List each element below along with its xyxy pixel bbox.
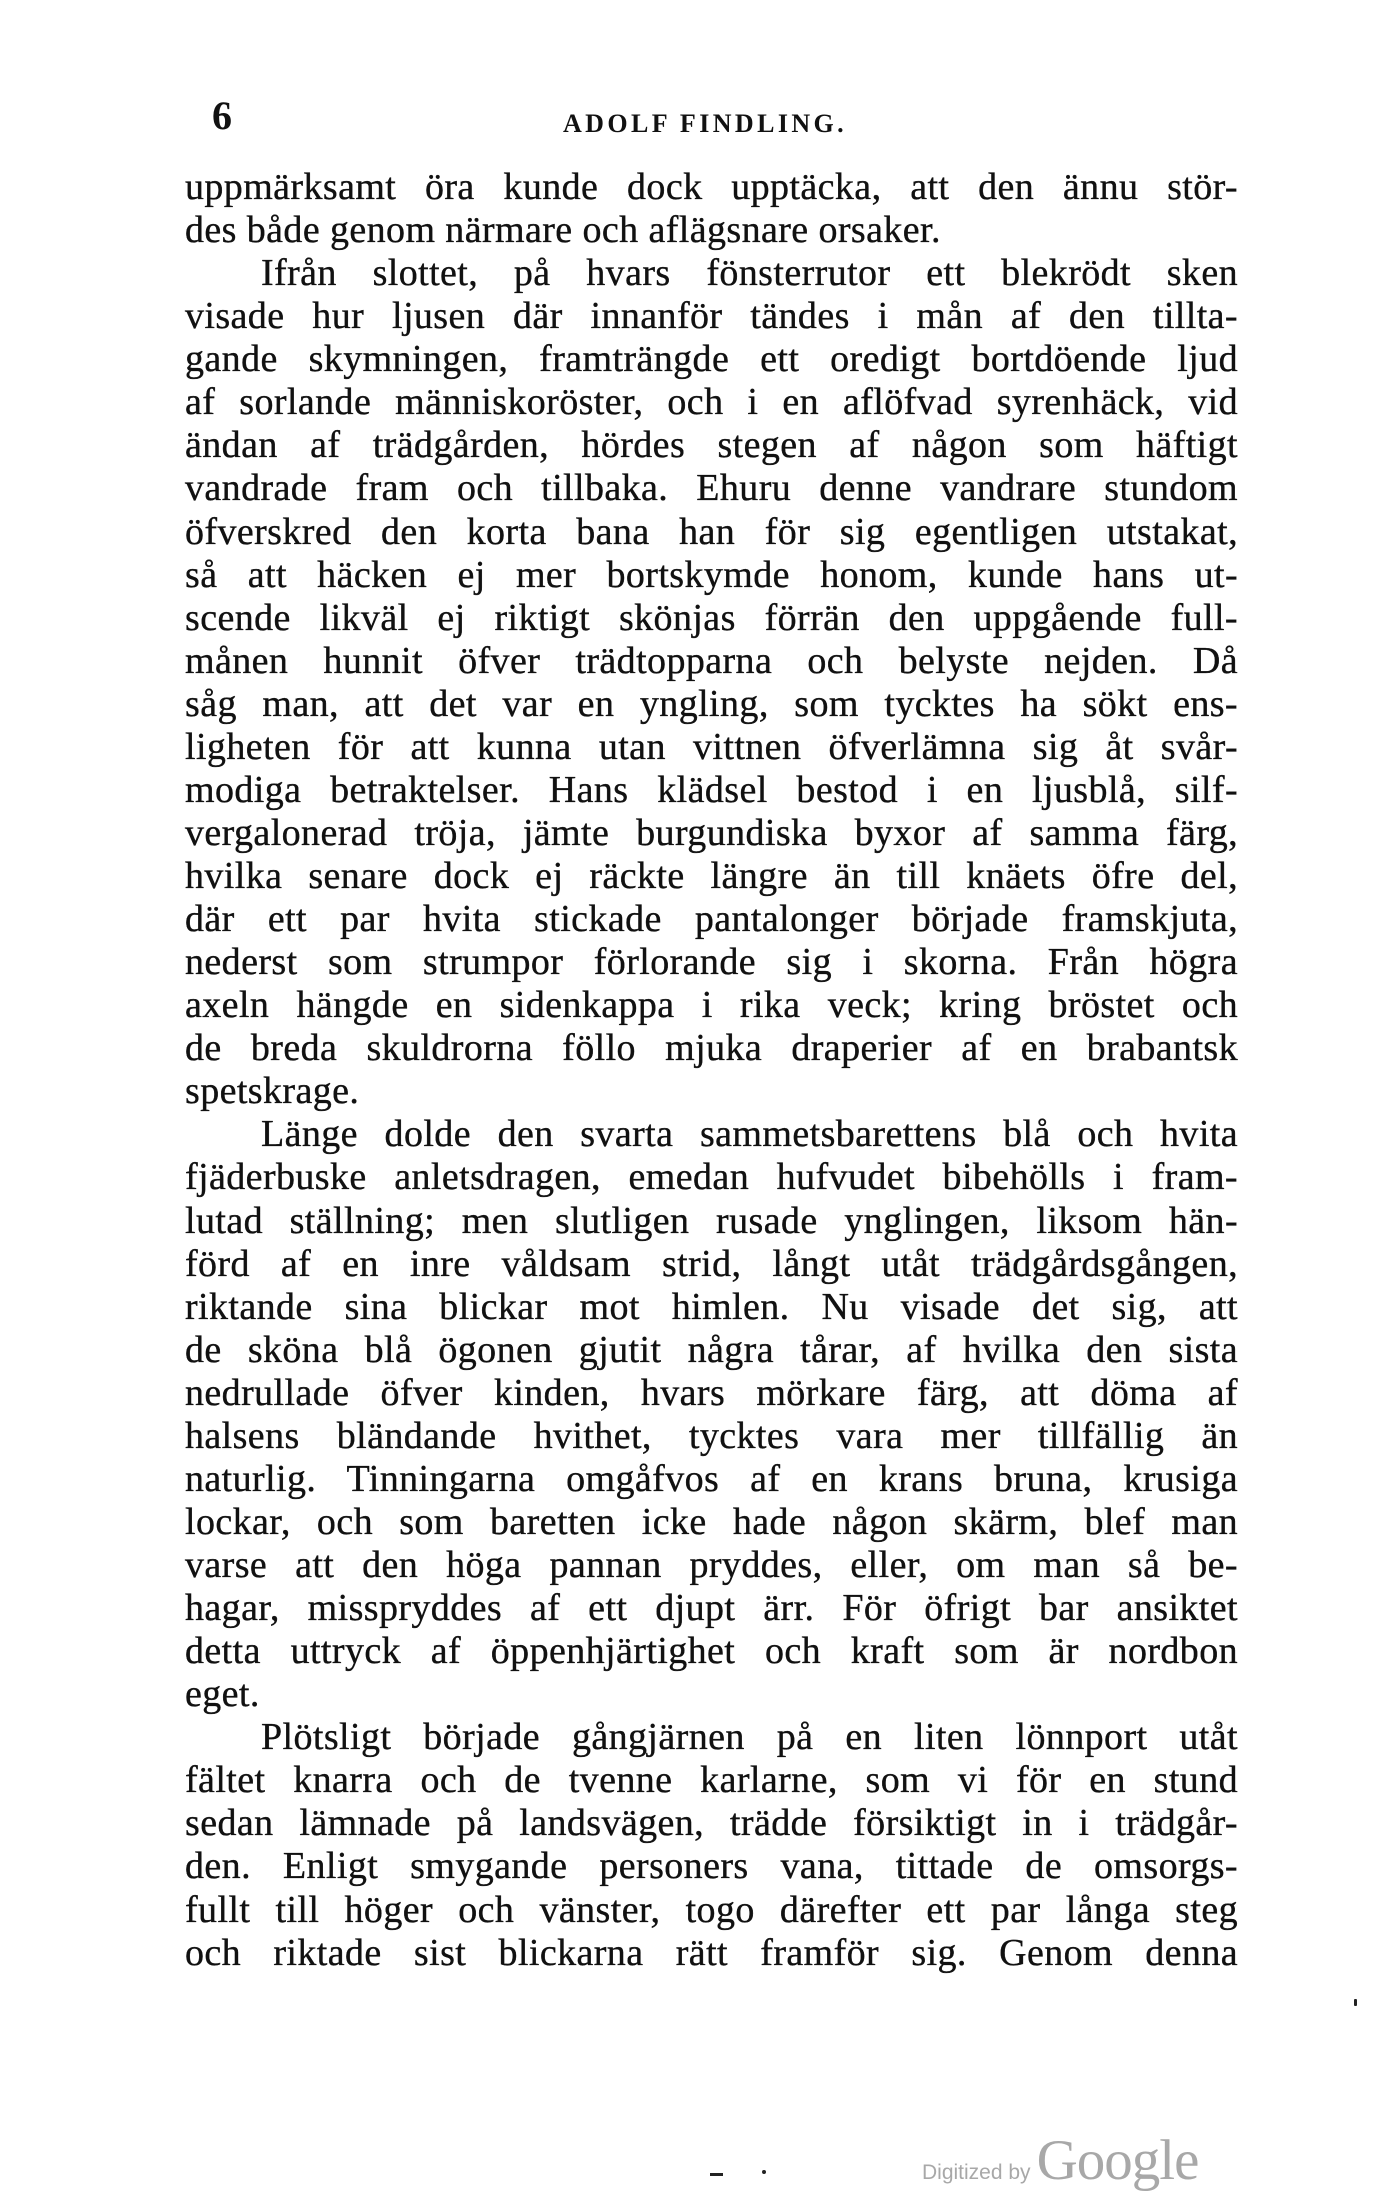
paragraph — [185, 252, 1238, 1113]
text-line: såg man, att det var en yngling, som tycktes ha sökt ens- — [185, 682, 1238, 725]
text-line: des både genom närmare och aflägsnare orsaker. — [185, 209, 941, 252]
text-line: naturlig. Tinningarna omgåfvos af en krans bruna, krusiga — [185, 1457, 1238, 1500]
paragraph — [185, 166, 1238, 252]
paragraph — [185, 1113, 1238, 1716]
text-line: nedrullade öfver kinden, hvars mörkare färg, att döma af — [185, 1371, 1238, 1414]
text-line: så att häcken ej mer bortskymde honom, kunde hans ut- — [185, 553, 1238, 596]
body-text — [185, 166, 1238, 1975]
text-line: där ett par hvita stickade pantalonger började framskjuta, — [185, 898, 1238, 941]
scan-speck — [1354, 1999, 1357, 2006]
text-line: de sköna blå ögonen gjutit några tårar, af hvilka den sista — [185, 1328, 1238, 1371]
text-line: sedan lämnade på landsvägen, trädde försiktigt in i trädgår- — [185, 1802, 1238, 1845]
text-line: förd af en inre våldsam strid, långt utåt trädgårdsgången, — [185, 1242, 1238, 1285]
text-line: hagar, misspryddes af ett djupt ärr. För öfrigt bar ansiktet — [185, 1587, 1238, 1630]
paragraph — [185, 1716, 1238, 1974]
text-line: hvilka senare dock ej räckte längre än till knäets öfre del, — [185, 855, 1238, 897]
text-line: vandrade fram och tillbaka. Ehuru denne vandrare stundom — [185, 467, 1238, 510]
text-line: fullt till höger och vänster, togo därefter ett par långa steg — [185, 1888, 1238, 1931]
text-line: axeln hängde en sidenkappa i rika veck; kring bröstet och — [185, 984, 1238, 1027]
scan-speck — [762, 2170, 766, 2174]
text-line: de breda skuldrorna föllo mjuka draperier af en brabantsk — [185, 1027, 1238, 1070]
text-line: och riktade sist blickarna rätt framför sig. Genom denna — [185, 1931, 1238, 1974]
text-line: Länge dolde den svarta sammetsbarettens blå och hvita — [261, 1113, 1238, 1156]
text-line: gande skymningen, framträngde ett oredigt bortdöende ljud — [185, 338, 1238, 381]
text-line: visade hur ljusen där innanför tändes i mån af den tillta- — [185, 295, 1238, 338]
google-logo: Google — [1036, 2129, 1199, 2192]
text-line: nederst som strumpor förlorande sig i skorna. Från högra — [185, 941, 1238, 984]
text-line: scende likväl ej riktigt skönjas förrän den uppgående full- — [185, 596, 1238, 639]
text-line: riktande sina blickar mot himlen. Nu visade det sig, att — [185, 1285, 1238, 1328]
text-line: lockar, och som baretten icke hade någon skärm, blef man — [185, 1500, 1238, 1543]
text-line: spetskrage. — [185, 1070, 360, 1113]
text-line: Plötsligt började gångjärnen på en liten lönnport utåt — [261, 1716, 1238, 1759]
text-line: eget. — [185, 1673, 260, 1716]
text-line: modiga betraktelser. Hans klädsel bestod i en ljusblå, silf- — [185, 768, 1238, 811]
digitized-by-google-watermark — [922, 2129, 1199, 2192]
digitized-by-label: Digitized by — [922, 2161, 1031, 2184]
scan-speck — [710, 2173, 723, 2176]
text-line: vergalonerad tröja, jämte burgundiska byxor af samma färg, — [185, 811, 1238, 854]
text-line: halsens bländande hvithet, tycktes vara mer tillfällig än — [185, 1414, 1238, 1457]
page-number: 6 — [212, 93, 232, 138]
text-line: detta uttryck af öppenhjärtighet och kraft som är nordbon — [185, 1630, 1238, 1673]
text-line: Ifrån slottet, på hvars fönsterrutor ett blekrödt sken — [261, 252, 1238, 295]
text-line: fältet knarra och de tvenne karlarne, som vi för en stund — [185, 1759, 1238, 1802]
text-line: ligheten för att kunna utan vittnen öfverlämna sig åt svår- — [185, 725, 1238, 768]
text-line: fjäderbuske anletsdragen, emedan hufvudet bibehölls i fram- — [185, 1156, 1238, 1199]
text-line: öfverskred den korta bana han för sig egentligen utstakat, — [185, 510, 1238, 553]
running-header: ADOLF FINDLING. — [563, 109, 848, 138]
text-line: ändan af trädgården, hördes stegen af någon som häftigt — [185, 424, 1238, 467]
text-line: af sorlande människoröster, och i en aflöfvad syrenhäck, vid — [185, 381, 1238, 424]
text-line: lutad ställning; men slutligen rusade ynglingen, liksom hän- — [185, 1199, 1238, 1242]
text-line: varse att den höga pannan pryddes, eller, om man så be- — [185, 1544, 1238, 1586]
text-line: månen hunnit öfver trädtopparna och belyste nejden. Då — [185, 639, 1238, 682]
text-line: den. Enligt smygande personers vana, tittade de omsorgs- — [185, 1845, 1238, 1888]
text-line: uppmärksamt öra kunde dock upptäcka, att den ännu stör- — [185, 166, 1238, 208]
